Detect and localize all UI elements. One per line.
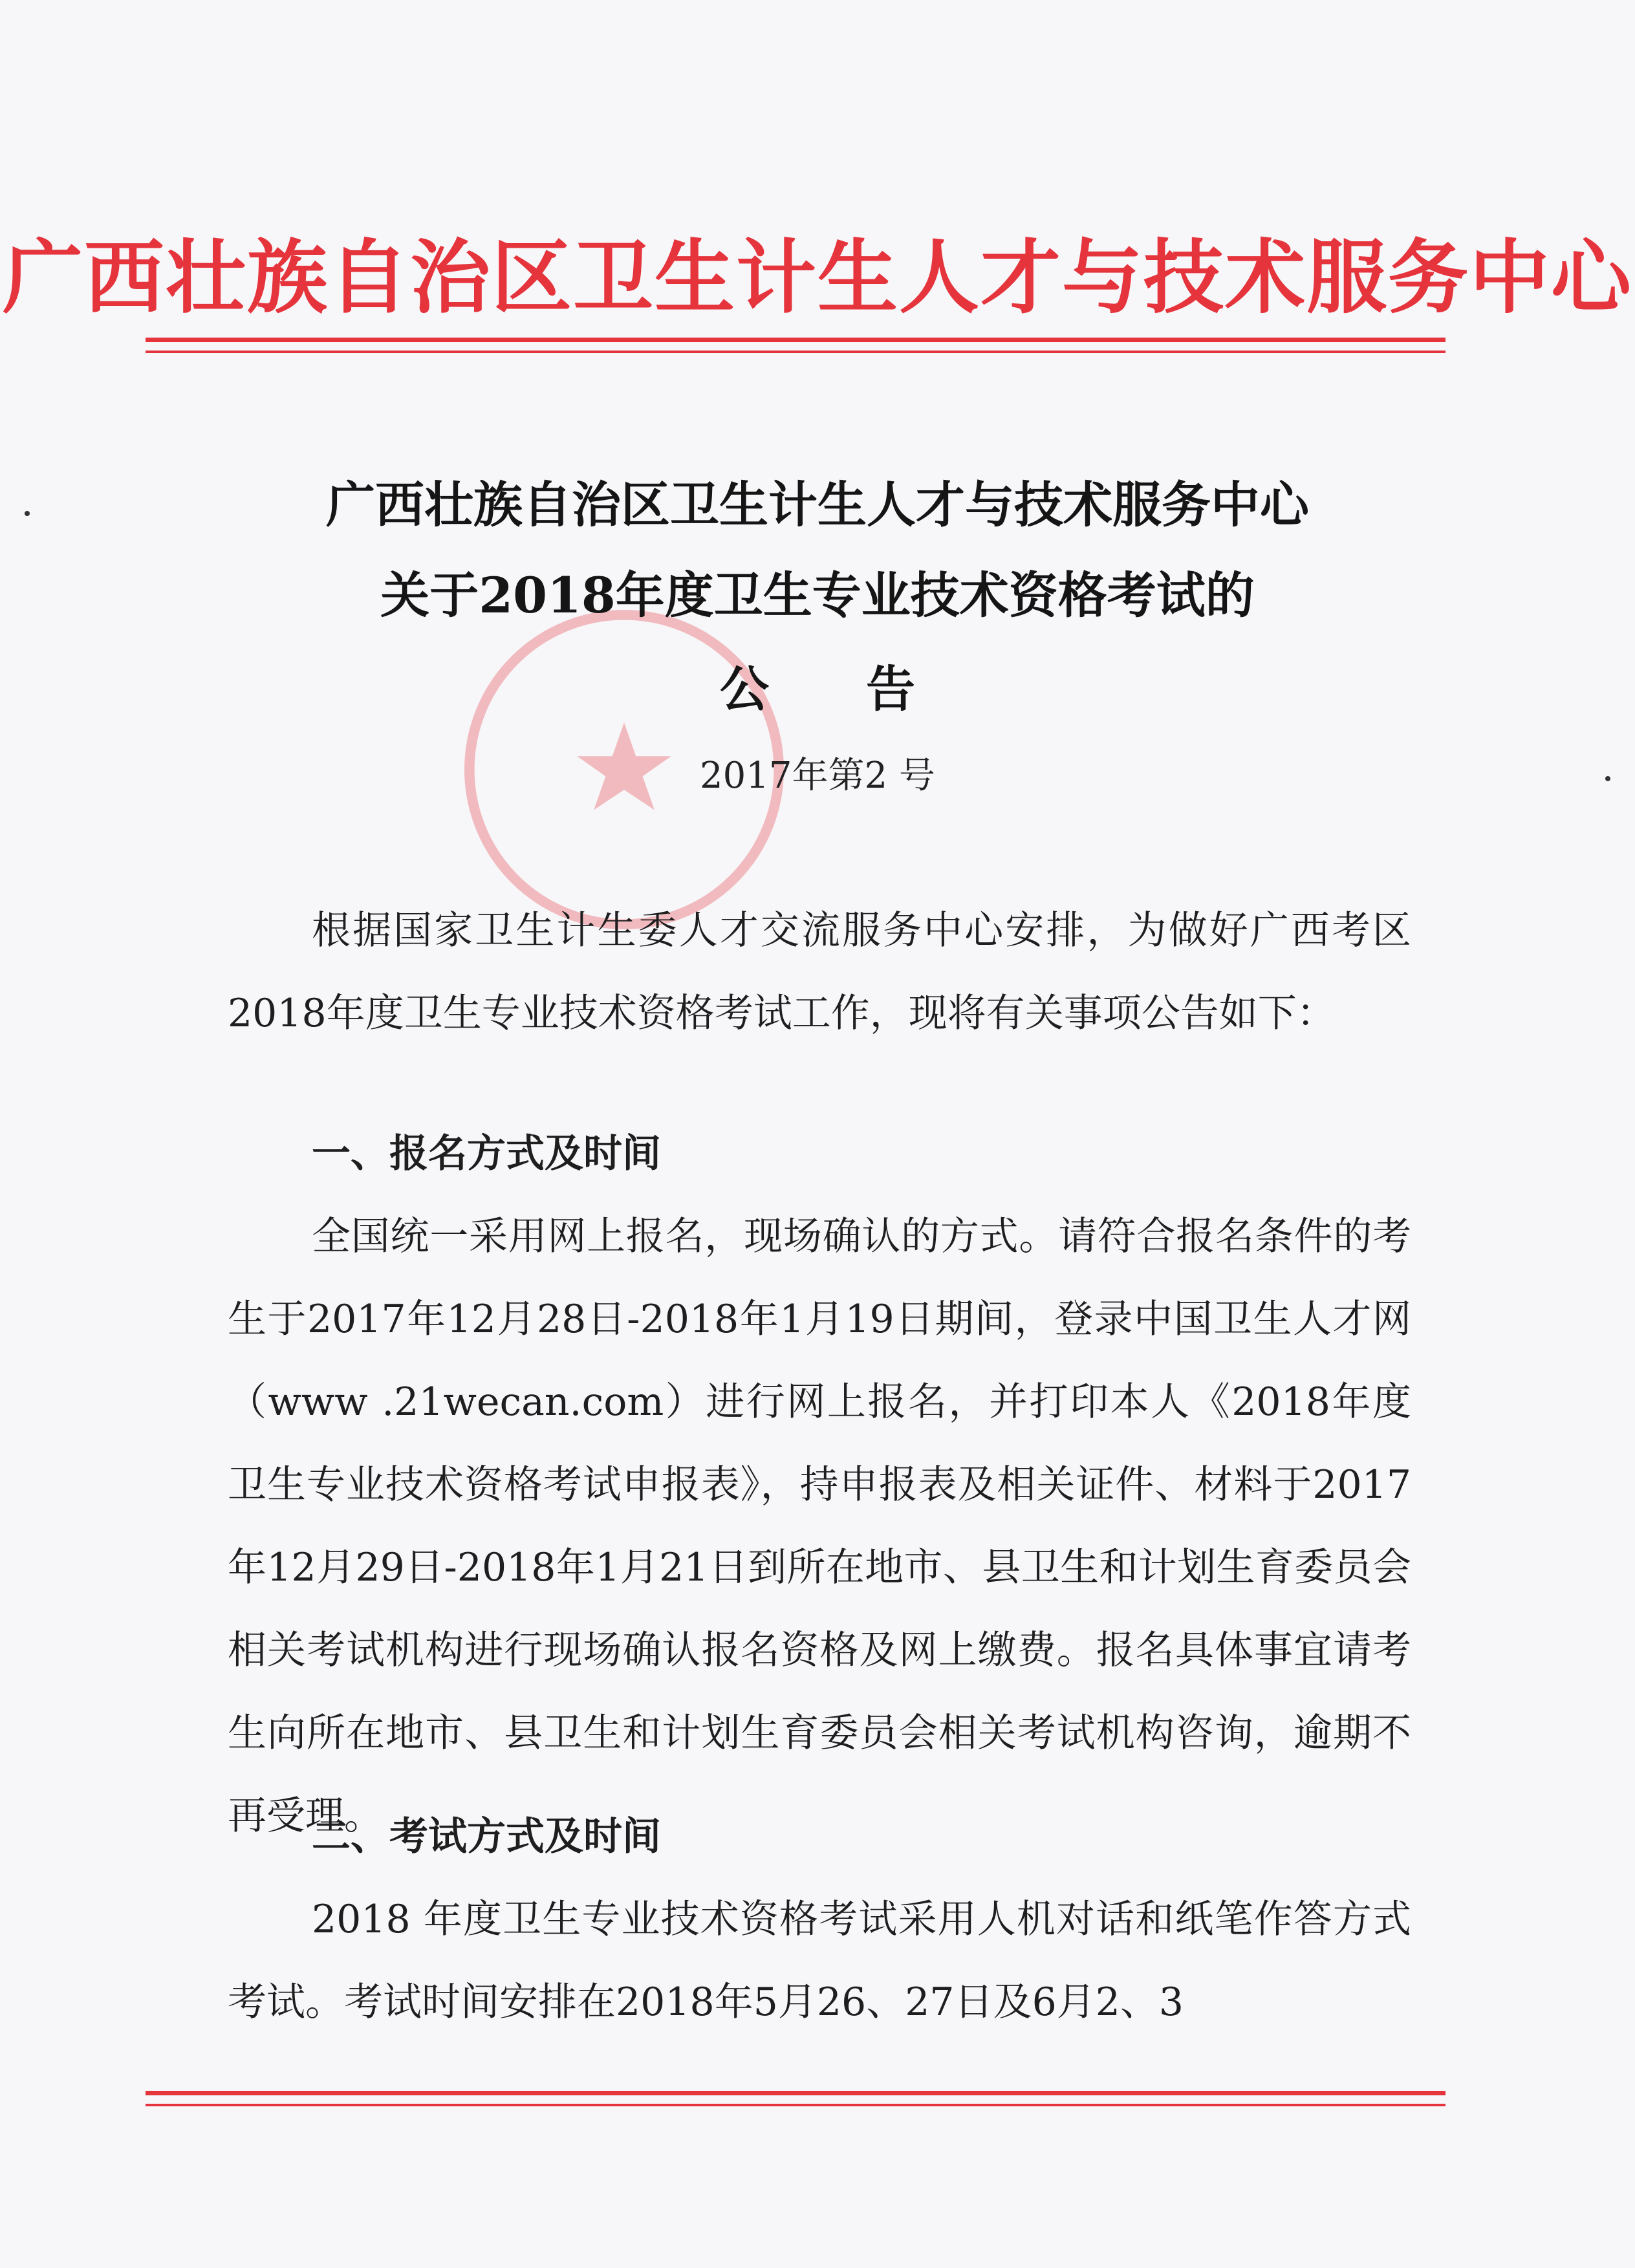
section-1-paragraph	[228, 1195, 1411, 1857]
scan-speck	[25, 511, 30, 516]
section-2-paragraph	[228, 1878, 1411, 2044]
document-number: 2017年第2 号	[700, 755, 935, 797]
footer-rule-thick	[146, 2091, 1446, 2095]
notice-title-line-2: 关于2018年度卫生专业技术资格考试的	[380, 567, 1255, 624]
section-2-heading-block	[228, 1795, 1411, 1878]
letterhead-rule-thin	[146, 351, 1446, 353]
section-1-heading-block	[228, 1112, 1411, 1195]
section-2-text: 2018 年度卫生专业技术资格考试采用人机对话和纸笔作答方式考试。考试时间安排在2018年5月26、27日及6月2、3	[228, 1897, 1411, 2025]
section-2-heading: 二、考试方式及时间	[312, 1814, 661, 1859]
section-1-heading: 一、报名方式及时间	[312, 1131, 661, 1176]
section-1-text: 全国统一采用网上报名，现场确认的方式。请符合报名条件的考生于2017年12月28日-2018年1月19日期间，登录中国卫生人才网（www .21wecan.com）进行网上报名，并打印本人《2018年度卫生专业技术资格考试申报表》，持申报表及相关证件、材料于2017年12月29日-2018年1月21日到所在地市、县卫生和计划生育委员会相关考试机构进行现场确认报名资格及网上缴费。报名具体事宜请考生向所在地市、县卫生和计划生育委员会相关考试机构咨询，逾期不再受理。	[228, 1214, 1411, 1839]
notice-title-line-3: 公告	[720, 660, 1012, 718]
intro-text: 根据国家卫生计生委人才交流服务中心安排，为做好广西考区2018年度卫生专业技术资格考试工作，现将有关事项公告如下：	[228, 908, 1411, 1036]
footer-rule-thin	[146, 2104, 1446, 2106]
letterhead-rule-thick	[146, 338, 1446, 342]
letterhead-title: 广西壮族自治区卫生计生人才与技术服务中心	[2, 231, 1632, 325]
notice-title-line-1: 广西壮族自治区卫生计生人才与技术服务中心	[326, 476, 1309, 534]
intro-paragraph	[228, 889, 1411, 1055]
scan-speck	[1605, 776, 1610, 781]
